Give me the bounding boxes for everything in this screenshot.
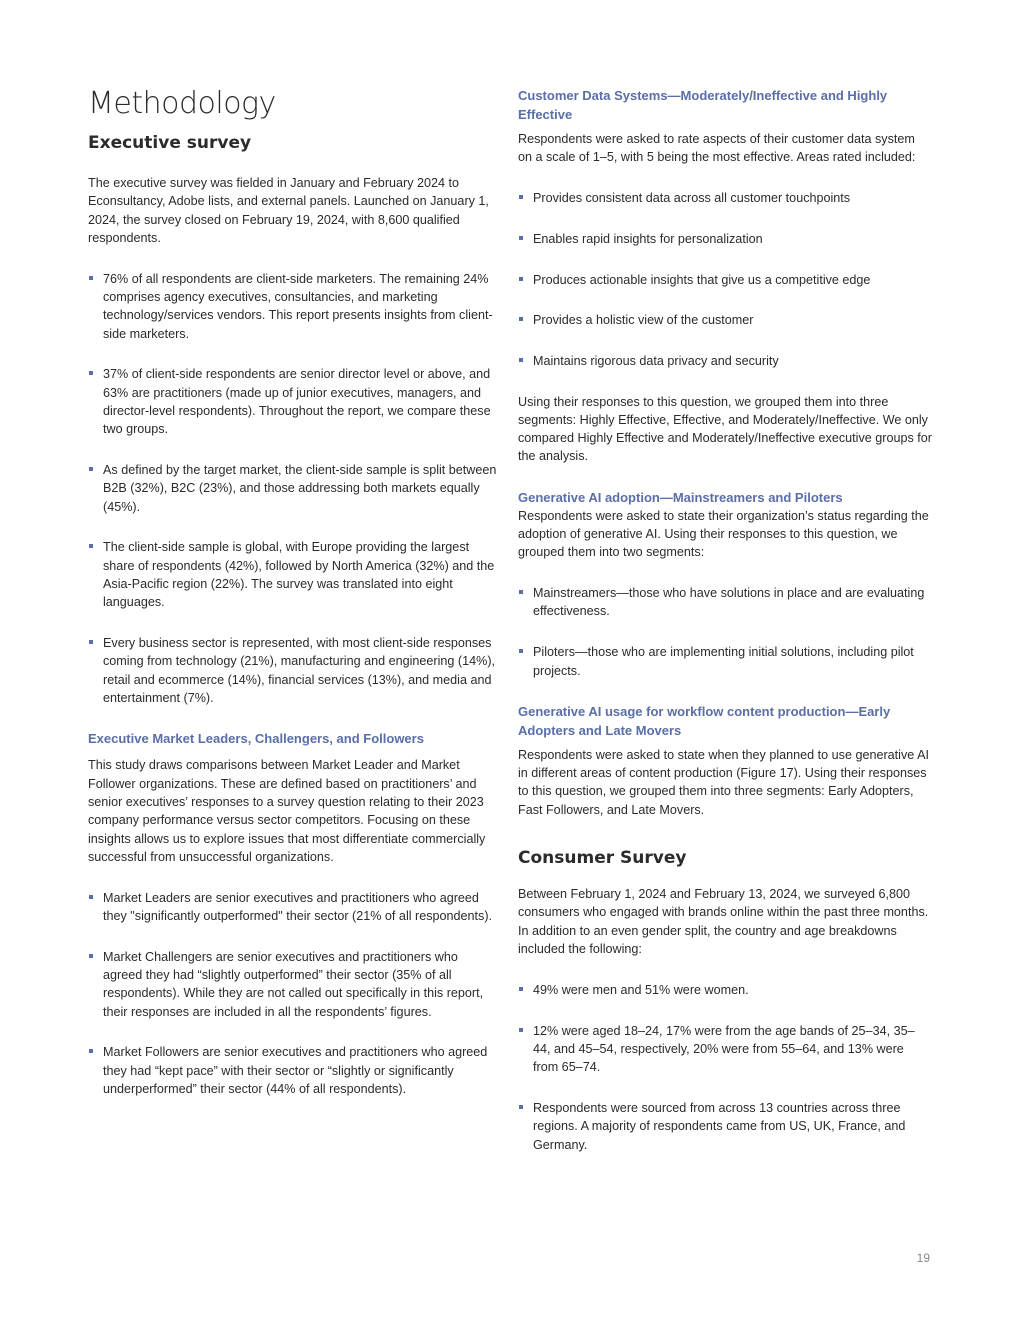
list-item-text: Maintains rigorous data privacy and security — [533, 354, 779, 369]
consumer-survey-body: Between February 1, 2024 and February 13, 2024, we surveyed 6,800 consumers who engaged with brands online within the past three months. In addition to an even gender split, the country and age breakdowns included the following: — [518, 887, 929, 956]
list-item-text: Market Challengers are senior executives and practitioners who agreed they had “slightly outperformed” their sector (35% of all respondents). While they are not called out specifically in this report, their responses are included in all the respondents’ figures. — [103, 949, 484, 1019]
genai-usage-heading: Generative AI usage for workflow content production—Early Adopters and Late Movers — [518, 703, 891, 738]
list-item-text: Respondents were sourced from across 13 countries across three regions. A majority of respondents came from US, UK, France, and Germany. — [533, 1100, 906, 1152]
list-item — [88, 889, 500, 926]
left-column — [88, 86, 500, 1098]
bullet-icon — [519, 317, 523, 321]
list-item — [88, 461, 500, 516]
list-item — [88, 634, 500, 707]
bullet-icon — [89, 895, 93, 899]
customer-data-body: Respondents were asked to rate aspects of their customer data system on a scale of 1–5, with 5 being the most effective. Areas rated included: — [518, 132, 916, 165]
market-leaders-list — [88, 889, 500, 1099]
bullet-icon — [89, 1049, 93, 1053]
genai-adoption-heading: Generative AI adoption—Mainstreamers and Piloters — [518, 489, 843, 505]
bullet-icon — [89, 640, 93, 644]
bullet-icon — [519, 590, 523, 594]
list-item-text: Enables rapid insights for personalization — [533, 231, 763, 246]
customer-data-list — [518, 189, 932, 370]
bullet-icon — [519, 987, 523, 991]
list-item — [88, 948, 500, 1021]
list-item — [518, 189, 932, 207]
list-item — [518, 1099, 932, 1154]
bullet-icon — [519, 236, 523, 240]
list-item — [518, 643, 932, 680]
right-column — [518, 86, 932, 1154]
list-item-text: Provides a holistic view of the customer — [533, 313, 754, 328]
bullet-icon — [519, 649, 523, 653]
executive-survey-intro: The executive survey was fielded in January and February 2024 to Econsultancy, Adobe lists, and external panels. Launched on January 1, 2024, the survey closed on February 19, 2024, with 8,600 qualified respondents. — [88, 176, 489, 245]
market-leaders-body: This study draws comparisons between Market Leader and Market Follower organizations. These are defined based on practitioners’ and senior executives’ responses to a survey question relating to their 2023 company performance versus sector competitors. Focusing on these insights allows us to explore issues that most differentiate commercially successful from unsuccessful organizations. — [88, 758, 486, 864]
list-item-text: 49% were men and 51% were women. — [533, 982, 749, 997]
executive-survey-list — [88, 270, 500, 708]
genai-usage-body: Respondents were asked to state when they planned to use generative AI in different areas of content production (Figure 17). Using their responses to this question, we grouped them into three segments: Early Adopters, Fast Followers, and Late Movers. — [518, 747, 929, 817]
page-number: 19 — [916, 1251, 930, 1265]
list-item — [518, 230, 932, 248]
list-item — [518, 352, 932, 370]
list-item — [518, 271, 932, 289]
list-item — [88, 1043, 500, 1098]
bullet-icon — [519, 1105, 523, 1109]
list-item — [88, 270, 500, 343]
bullet-icon — [89, 954, 93, 958]
genai-adoption-list — [518, 584, 932, 680]
list-item — [518, 981, 932, 999]
list-item — [88, 538, 500, 611]
list-item-text: Piloters—those who are implementing initial solutions, including pilot projects. — [533, 645, 914, 678]
bullet-icon — [89, 467, 93, 471]
consumer-survey-heading: Consumer Survey — [518, 848, 687, 869]
bullet-icon — [519, 1028, 523, 1032]
list-item — [518, 584, 932, 621]
list-item-text: Market Followers are senior executives and practitioners who agreed they had “kept pace” with their sector or “slightly or significantly underperformed” their sector (44% of all respondents). — [103, 1045, 488, 1096]
list-item-text: Market Leaders are senior executives and practitioners who agreed they "significantly outperformed" their sector (21% of all respondents). — [103, 890, 493, 923]
bullet-icon — [89, 371, 93, 375]
customer-data-closing: Using their responses to this question, we grouped them into three segments: Highly Effective, Effective, and Moderately/Ineffective. We only compared Highly Effective and Moderately/Ineffective executive groups for the analysis. — [518, 394, 932, 464]
list-item — [518, 311, 932, 329]
genai-adoption-body: Respondents were asked to state their organization’s status regarding the adoption of generative AI. Using their responses to this question, we grouped them into two segments: — [518, 508, 929, 560]
list-item-text: Provides consistent data across all customer touchpoints — [533, 191, 851, 206]
bullet-icon — [89, 544, 93, 548]
list-item-text: The client-side sample is global, with Europe providing the largest share of respondents (42%), followed by North America (32%) and the Asia-Pacific region (22%). The survey was translated into eight languages. — [103, 540, 495, 610]
list-item-text: 12% were aged 18–24, 17% were from the age bands of 25–34, 35–44, and 45–54, respectively, 20% were from 55–64, and 13% were from 65–74. — [533, 1023, 915, 1075]
bullet-icon — [89, 276, 93, 280]
consumer-survey-list — [518, 981, 932, 1154]
bullet-icon — [519, 277, 523, 281]
list-item — [518, 1022, 932, 1077]
list-item-text: Produces actionable insights that give us a competitive edge — [533, 272, 871, 287]
list-item — [88, 365, 500, 438]
bullet-icon — [519, 358, 523, 362]
list-item-text: 76% of all respondents are client-side marketers. The remaining 24% comprises agency executives, consultancies, and marketing technology/services vendors. This report presents insights from client-side marketers. — [103, 271, 493, 341]
list-item-text: Mainstreamers—those who have solutions in place and are evaluating effectiveness. — [533, 586, 925, 619]
list-item-text: Every business sector is represented, with most client-side responses coming from technology (21%), manufacturing and engineering (14%), retail and ecommerce (14%), financial services (13%), and media and entertainment (7%). — [103, 636, 496, 706]
bullet-icon — [519, 195, 523, 199]
executive-survey-heading: Executive survey — [88, 133, 252, 153]
page-title: Methodology — [88, 86, 276, 121]
market-leaders-heading: Executive Market Leaders, Challengers, and Followers — [88, 731, 424, 747]
customer-data-heading: Customer Data Systems—Moderately/Ineffective and Highly Effective — [518, 88, 888, 122]
list-item-text: As defined by the target market, the client-side sample is split between B2B (32%), B2C (23%), and those addressing both markets equally (45%). — [103, 463, 497, 514]
list-item-text: 37% of client-side respondents are senior director level or above, and 63% are practitioners (made up of junior executives, managers, and director-level respondents). Throughout the report, we compare these two groups. — [103, 367, 491, 437]
